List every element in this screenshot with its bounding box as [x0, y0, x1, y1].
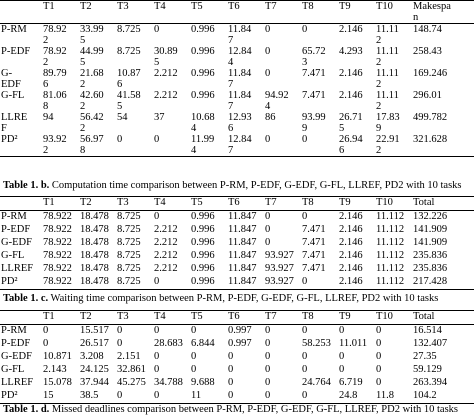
table-cell: 0.996 [190, 276, 227, 290]
table-cell: 104.2 [412, 390, 474, 404]
column-header: T7 [264, 197, 301, 211]
table-cell: 0 [376, 351, 382, 362]
table-cell: 132.226 [413, 211, 448, 222]
table-cell: 0.996 [191, 90, 215, 101]
column-header: T5 [190, 1, 227, 24]
table-cell: 8.725 [117, 46, 141, 57]
table-cell: 78.92 2 [43, 24, 67, 46]
table-cell: 11.84 7 [228, 68, 252, 90]
table-cell: 0 [228, 351, 234, 362]
table-cell: 11.11 2 [376, 90, 399, 112]
table-cell: 0 [154, 211, 160, 222]
table-cell: 11.11 2 [376, 68, 399, 90]
table-cell: 26.517 [80, 338, 109, 349]
table-cell: 2.151 [117, 351, 141, 362]
table-row [0, 351, 474, 364]
table-cell: 0 [265, 237, 271, 248]
table-cell: 0.997 [228, 338, 252, 349]
table-cell: 93.99 9 [302, 112, 326, 134]
table-cell: 11.11 2 [376, 46, 399, 68]
table-cell: 2.146 [338, 276, 375, 290]
table-cell: 56.42 2 [80, 112, 104, 134]
header-row [0, 311, 474, 325]
column-header: T1 [42, 1, 79, 24]
table-row [0, 90, 474, 112]
table-cell: 0 [302, 351, 308, 362]
column-header: T10 [375, 1, 412, 24]
table-cell: 2.212 [154, 263, 178, 274]
table-cell: 12.93 6 [228, 112, 252, 134]
table-cell: 11.112 [375, 276, 412, 290]
table-cell: 0 [265, 46, 271, 57]
table-cell: 26.71 5 [339, 112, 363, 134]
table-cell: 11.847 [228, 250, 257, 261]
table-cell: 2.146 [339, 237, 363, 248]
table-cell: 2.146 [339, 24, 363, 35]
table-cell: 21.68 2 [80, 68, 104, 90]
table-cell: 0 [339, 351, 345, 362]
column-header: Total [412, 197, 474, 211]
table-cell: 15 [42, 390, 79, 404]
column-header: T1 [42, 197, 79, 211]
table-cell: 8.725 [117, 24, 141, 35]
table-cell: 56.97 8 [79, 134, 116, 157]
table-cell: 0 [154, 325, 160, 336]
table-cell: 141.909 [413, 237, 448, 248]
table-cell: 0 [191, 325, 197, 336]
table-cell: 321.628 [412, 134, 474, 157]
table-cell: 2.146 [339, 68, 363, 79]
table-cell: 8.725 [116, 276, 153, 290]
header-row [0, 1, 474, 24]
table-cell: 8.725 [117, 224, 141, 235]
caption-text: Computation time comparison between P-RM, P-EDF, G-EDF, G-FL, LLREF, PD2 with 10 tasks [49, 180, 462, 191]
missed-deadlines-table [0, 310, 474, 404]
table-cell: 0 [302, 364, 308, 375]
table-cell: 11.847 [228, 263, 257, 274]
table-cell: 2.146 [339, 250, 363, 261]
table-cell: 0 [302, 211, 308, 222]
table-cell: 26.94 6 [338, 134, 375, 157]
column-header: T9 [338, 197, 375, 211]
table-cell: 0.996 [191, 211, 215, 222]
table-cell: 18.478 [80, 211, 109, 222]
table-cell: 0 [43, 325, 49, 336]
table-cell: 22.91 2 [375, 134, 412, 157]
table-cell: 27.35 [413, 351, 437, 362]
table-cell: 17.83 9 [376, 112, 400, 134]
table-cell: 24.8 [338, 390, 375, 404]
column-header: T8 [301, 311, 338, 325]
table-cell: 89.79 6 [43, 68, 67, 90]
table-cell: 2.212 [154, 224, 178, 235]
table-cell: 54 [117, 112, 128, 123]
table-cell: 11 [190, 390, 227, 404]
table-cell: 93.927 [264, 276, 301, 290]
table-cell: 0.996 [191, 68, 215, 79]
column-header: T9 [338, 1, 375, 24]
table-cell: 34.788 [154, 377, 183, 388]
table-cell: 58.253 [302, 338, 331, 349]
table-cell: 12.84 7 [227, 134, 264, 157]
table-caption-d [3, 403, 473, 416]
table-cell: 86 [265, 112, 276, 123]
row-label: G- EDF [1, 68, 21, 90]
row-label: P-RM [1, 211, 27, 222]
table-cell: 263.394 [413, 377, 448, 388]
table-cell: 78.922 [42, 276, 79, 290]
table-cell: 11.8 [375, 390, 412, 404]
table-cell: 0 [265, 351, 271, 362]
table-row [0, 276, 474, 290]
caption-label: Table 1. b. [3, 180, 50, 191]
column-header: T8 [301, 197, 338, 211]
table-cell: 0 [228, 364, 234, 375]
table-row [0, 325, 474, 339]
table-cell: 6.844 [191, 338, 215, 349]
table-cell: 0 [154, 351, 160, 362]
waiting-time-table [0, 196, 474, 290]
table-cell: 78.922 [43, 263, 72, 274]
table-cell: 93.927 [265, 263, 294, 274]
table-cell: 169.246 [413, 68, 448, 79]
column-header [0, 311, 42, 325]
column-header: T6 [227, 311, 264, 325]
table-cell: 32.861 [117, 364, 146, 375]
table-cell: 0 [117, 325, 123, 336]
table-cell: 0 [191, 351, 197, 362]
table-cell: 10.87 6 [117, 68, 141, 90]
table-cell: 81.06 8 [43, 90, 67, 112]
table-cell: 0 [302, 325, 308, 336]
table-cell: 24.125 [80, 364, 109, 375]
table-cell: 0 [265, 325, 271, 336]
column-header: T1 [42, 311, 79, 325]
table-row [0, 364, 474, 377]
row-label: PD² [0, 134, 42, 157]
table-cell: 258.43 [413, 46, 442, 57]
table-cell: 18.478 [80, 224, 109, 235]
table-cell: 41.58 5 [117, 90, 141, 112]
table-cell: 296.01 [413, 90, 442, 101]
table-cell: 78.922 [43, 211, 72, 222]
table-row [0, 224, 474, 237]
table-cell: 3.208 [80, 351, 104, 362]
table-cell: 38.5 [79, 390, 116, 404]
table-cell: 11.847 [228, 211, 257, 222]
row-label: G-EDF [1, 237, 32, 248]
table-cell: 0 [265, 377, 271, 388]
table-cell: 94 [43, 112, 54, 123]
table-cell: 0 [302, 24, 308, 35]
table-cell: 11.112 [376, 263, 405, 274]
column-header: T7 [264, 1, 301, 24]
table-cell: 7.471 [302, 237, 326, 248]
column-header: Total [412, 311, 474, 325]
table-cell: 0 [265, 211, 271, 222]
table-cell: 0.997 [228, 325, 252, 336]
table-cell: 2.146 [339, 224, 363, 235]
table-cell: 2.212 [154, 90, 178, 101]
column-header: T4 [153, 1, 190, 24]
table-cell: 0.996 [191, 263, 215, 274]
column-header: T7 [264, 311, 301, 325]
column-header: T3 [116, 197, 153, 211]
column-header: T9 [338, 311, 375, 325]
row-label: P-EDF [1, 46, 31, 57]
column-header: T2 [79, 311, 116, 325]
caption-label: Table 1. d. [3, 404, 50, 415]
column-header: T5 [190, 311, 227, 325]
table-cell: 0 [376, 364, 382, 375]
table-cell: 78.922 [43, 250, 72, 261]
table-cell: 7.471 [302, 90, 326, 101]
table-cell: 235.836 [413, 263, 448, 274]
table-cell: 18.478 [79, 276, 116, 290]
row-label: P-EDF [1, 338, 31, 349]
table-cell: 235.836 [413, 250, 448, 261]
row-label: P-RM [1, 24, 27, 35]
table-cell: 7.471 [302, 68, 326, 79]
table-cell: 10.68 4 [191, 112, 215, 134]
column-header [0, 1, 42, 24]
table-cell: 15.078 [43, 377, 72, 388]
table-cell: 0 [301, 134, 338, 157]
table-cell: 0.996 [191, 46, 215, 57]
row-label: G-FL [1, 364, 25, 375]
table-cell: 11.112 [376, 224, 405, 235]
table-cell: 7.471 [302, 250, 326, 261]
table-cell: 0 [264, 134, 301, 157]
table-cell: 2.212 [154, 237, 178, 248]
table-row [0, 134, 474, 157]
table-cell: 2.212 [154, 68, 178, 79]
table-cell: 0 [376, 325, 382, 336]
table-cell: 0 [153, 390, 190, 404]
table-cell: 11.847 [227, 276, 264, 290]
table-cell: 42.60 2 [80, 90, 104, 112]
table-cell: 2.212 [154, 250, 178, 261]
row-label: PD² [0, 390, 42, 404]
table-cell: 499.782 [413, 112, 448, 123]
table-cell: 33.99 5 [80, 24, 104, 46]
table-caption-b [3, 179, 473, 192]
table-cell: 0 [191, 364, 197, 375]
table-cell: 0 [264, 390, 301, 404]
table-cell: 2.146 [339, 263, 363, 274]
table-cell: 8.725 [117, 211, 141, 222]
table-row [0, 112, 474, 134]
table-cell: 2.143 [43, 364, 67, 375]
row-label: G-EDF [1, 351, 32, 362]
table-row [0, 250, 474, 263]
table-row [0, 46, 474, 68]
computation-time-table [0, 0, 474, 157]
table-row [0, 338, 474, 351]
column-header: T10 [375, 311, 412, 325]
table-cell: 0 [117, 338, 123, 349]
column-header [0, 197, 42, 211]
row-label: G-FL [1, 90, 25, 101]
table-cell: 11.99 4 [190, 134, 227, 157]
table-row [0, 211, 474, 225]
table-cell: 0.996 [191, 250, 215, 261]
table-row [0, 24, 474, 47]
table-cell: 2.146 [339, 211, 363, 222]
table-cell: 217.428 [412, 276, 474, 290]
table-cell: 0 [376, 377, 382, 388]
table-cell: 0 [301, 390, 338, 404]
row-label: LLREF [1, 263, 34, 274]
table-cell: 0 [265, 68, 271, 79]
table-cell: 0.996 [191, 24, 215, 35]
table-cell: 132.407 [413, 338, 448, 349]
table-row [0, 68, 474, 90]
table-cell: 11.011 [339, 338, 368, 349]
table-cell: 28.683 [154, 338, 183, 349]
table-cell: 8.725 [117, 263, 141, 274]
table-cell: 0 [153, 134, 190, 157]
table-cell: 18.478 [80, 237, 109, 248]
row-label: PD² [0, 276, 42, 290]
table-cell: 11.11 2 [376, 24, 399, 46]
table-cell: 37 [154, 112, 165, 123]
table-cell: 9.688 [191, 377, 215, 388]
table-cell: 30.89 5 [154, 46, 178, 68]
table-cell: 18.478 [80, 250, 109, 261]
table-cell: 6.719 [339, 377, 363, 388]
table-cell: 0 [301, 276, 338, 290]
table-cell: 8.725 [117, 250, 141, 261]
table-caption-c [3, 292, 473, 305]
table-cell: 16.514 [413, 325, 442, 336]
table-cell: 11.112 [376, 211, 405, 222]
table-row [0, 377, 474, 390]
table-cell: 0 [265, 24, 271, 35]
table-cell: 11.847 [228, 237, 257, 248]
table-cell: 0 [265, 338, 271, 349]
table-cell: 65.72 3 [302, 46, 326, 68]
table-row [0, 263, 474, 276]
table-cell: 11.847 [228, 224, 257, 235]
table-cell: 45.275 [117, 377, 146, 388]
table-cell: 93.927 [265, 250, 294, 261]
table-cell: 148.74 [413, 24, 442, 35]
table-cell: 11.84 7 [228, 24, 252, 46]
column-header: T5 [190, 197, 227, 211]
table-cell: 7.471 [302, 224, 326, 235]
table-cell: 0 [43, 338, 49, 349]
table-cell: 0 [265, 364, 271, 375]
table-cell: 94.92 4 [265, 90, 289, 112]
table-cell: 0 [227, 390, 264, 404]
table-cell: 0.996 [191, 224, 215, 235]
table-cell: 12.84 4 [228, 46, 252, 68]
table-cell: 0.996 [191, 237, 215, 248]
table-cell: 18.478 [80, 263, 109, 274]
column-header: T3 [116, 1, 153, 24]
table-cell: 0 [154, 24, 160, 35]
table-cell: 7.471 [302, 263, 326, 274]
column-header: T10 [375, 197, 412, 211]
table-cell: 11.84 7 [228, 90, 252, 112]
row-label: G-FL [1, 250, 25, 261]
column-header: T4 [153, 197, 190, 211]
row-label: LLREF [1, 377, 34, 388]
table-cell: 0 [228, 377, 234, 388]
table-row [0, 237, 474, 250]
caption-text: Missed deadlines comparison between P-RM, P-EDF, G-EDF, G-FL, LLREF, PD2 with 10 tasks [49, 404, 459, 415]
row-label: P-EDF [1, 224, 31, 235]
table-cell: 59.129 [413, 364, 442, 375]
row-label: P-RM [1, 325, 27, 336]
table-cell: 37.944 [80, 377, 109, 388]
table-cell: 24.764 [302, 377, 331, 388]
column-header: T2 [79, 197, 116, 211]
table-cell: 11.112 [376, 250, 405, 261]
column-header: T2 [79, 1, 116, 24]
table-cell: 10.871 [43, 351, 72, 362]
table-cell: 8.725 [117, 237, 141, 248]
table-cell: 0 [376, 338, 382, 349]
table-cell: 4.293 [339, 46, 363, 57]
column-header: T6 [227, 197, 264, 211]
table-row [0, 390, 474, 404]
column-header: Makespa n [412, 1, 474, 24]
table-cell: 0 [116, 390, 153, 404]
header-row [0, 197, 474, 211]
table-cell: 141.909 [413, 224, 448, 235]
caption-label: Table 1. c. [3, 293, 49, 304]
table-cell: 78.922 [43, 224, 72, 235]
table-cell: 44.99 5 [80, 46, 104, 68]
column-header: T8 [301, 1, 338, 24]
column-header: T4 [153, 311, 190, 325]
table-cell: 0 [154, 364, 160, 375]
table-cell: 0 [339, 325, 345, 336]
table-cell: 0 [116, 134, 153, 157]
column-header: T6 [227, 1, 264, 24]
table-cell: 0 [153, 276, 190, 290]
column-header: T3 [116, 311, 153, 325]
table-cell: 78.92 2 [43, 46, 67, 68]
table-cell: 15.517 [80, 325, 109, 336]
table-cell: 11.112 [376, 237, 405, 248]
table-cell: 93.92 2 [42, 134, 79, 157]
table-cell: 0 [339, 364, 345, 375]
caption-text: Waiting time comparison between P-RM, P-EDF, G-EDF, G-FL, LLREF, PD2 with 10 tasks [48, 293, 439, 304]
table-cell: 78.922 [43, 237, 72, 248]
table-cell: 0 [265, 224, 271, 235]
table-cell: 2.146 [339, 90, 363, 101]
row-label: LLRE F [1, 112, 28, 134]
